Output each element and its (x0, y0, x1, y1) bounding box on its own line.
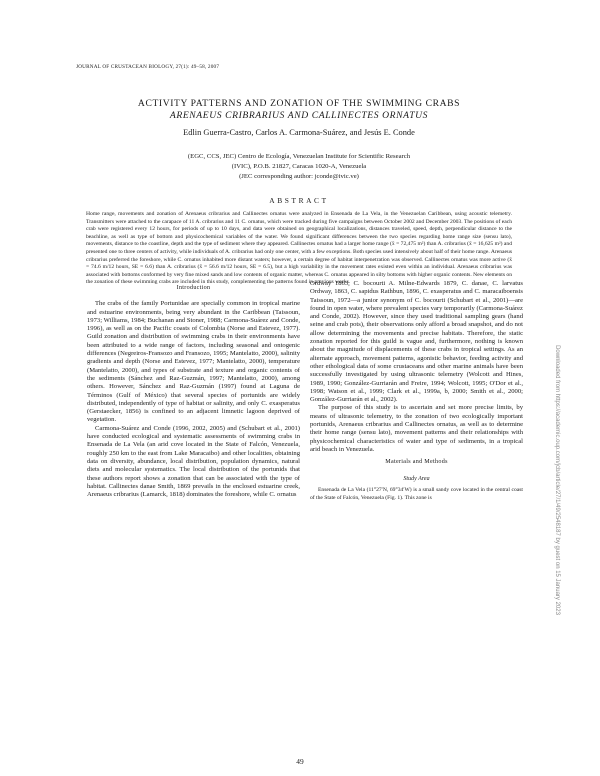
journal-citation: JOURNAL OF CRUSTACEAN BIOLOGY, 27(1): 49–58, 2007 (76, 64, 220, 70)
page-number: 49 (296, 757, 304, 766)
study-area-text: Ensenada de La Vela (11°27′N, 69°34′W) is a small sandy cove located in the central coast of the State of Falcón, Venezuela (Fig. 1). This zone is (310, 486, 523, 501)
intro-paragraph-continued: Ordway 1863, C. bocourti A. Milne-Edwards 1879, C. danae, C. larvatus Ordway, 1863, C. sapidus Rathbun, 1896, C. exasperatus and C. maracaiboensis Taissoun, 1972—a junior synonym of C. bocourti (Schubart et al., 2001)—are found in open water, where prevalent species vary temporarily (Carmona-Suárez and Conde, 2002). However, since they used traditional sampling gears (hand seine and crab pots), their observations only afford a broad snapshot, and do not allow determining the movements and precise habitats. Therefore, the static zonation reported for this guild is vague and, furthermore, nothing is known about the magnitude of displacements of these crabs in tropical settings. As an alternate approach, movement patterns, agonistic behavior, feeding activity and other ethological data of some crustaceans and other marine animals have been successfully investigated by using ultrasonic telemetry (Wolcott and Hines, 1989, 1990; González-Gurriarán and Freire, 1994; Wolcott, 1995; O'Dor et al., 1998; Watson et al., 1999; Clark et al., 1999a, b, 2000; Smith et al., 2000; González-Gurriarán et al., 2002). (310, 280, 523, 404)
affiliation-line-2: (IVIC), P.O.B. 21827, Caracas 1020-A, Venezuela (231, 163, 367, 170)
title-line-2: ARENAEUS CRIBRARIUS AND CALLINECTES ORNATUS (169, 109, 429, 121)
affiliation-block (76, 152, 522, 182)
affiliation-line-3: (JEC corresponding author: jconde@ivic.ve) (239, 173, 359, 180)
abstract-heading: ABSTRACT (269, 196, 329, 205)
right-column (310, 280, 523, 502)
study-area-heading: Study Area (403, 475, 430, 482)
download-watermark: Downloaded from https://academic.oup.com/jcb/article/27/1/49/2548187 by guest on 15 January 2023 (554, 345, 560, 615)
affiliation-line-1: (EGC, CCS, JEC) Centro de Ecología, Venezuelan Institute for Scientific Research (187, 153, 411, 160)
introduction-heading: Introduction (176, 285, 211, 291)
title-line-1: ACTIVITY PATTERNS AND ZONATION OF THE SWIMMING CRABS (137, 98, 461, 109)
article-title (76, 98, 522, 121)
intro-paragraph-1: The crabs of the family Portunidae are specially common in tropical marine and estuarine environments, being very abundant in the Caribbean (Taissoun, 1973; Williams, 1984; Buchanan and Stoner, 1988; Carmona-Suárez and Conde, 1996), as well as on the Pacific coasts of Colombia (Norse and Estevez, 1977). Guild zonation and distribution of swimming crabs in their environments have been attributed to a wide range of factors, including seasonal and ontogenic differences (Negreiros-Fransozo and Fransozo, 1995; Mantelatto, 2000), salinity gradients and depth (Norse and Estevez, 1977; Mantelatto, 2000), temperature (Mantelatto, 2000), and types of substrate and texture and organic contents of the sediments (Sánchez and Raz-Guzmán, 1997; Mantelatto, 2000), among others. However, Sánchez and Raz-Guzmán (1997) found at Laguna de Términos (Gulf of México) that several species of portunids are widely distributed, independently of type of habitat or salinity, and only C. exasperatus (Gerstaecker, 1856) is confined to an adjacent limnetic lagoon deprived of vegetation. (87, 300, 300, 424)
author-list: Edlin Guerra-Castro, Carlos A. Carmona-Suárez, and Jesús E. Conde (183, 128, 415, 137)
abstract-text: Home range, movements and zonation of Arenaeus cribrarius and Callinectes ornatus were analyzed in Ensenada de La Vela, in the Venezuelan Caribbean, using acoustic telemetry. Transmitters were attached to the carapace of 11 A. cribrarius and 11 C. ornatus, which were tracked during five campaigns between October 2002 and December 2003. The positions of each crab were registered every 12 hours, for periods of up to 10 days, and data were obtained on geographical localizations, distances traveled, speed, depth, perpendicular distance to the beachline, as well as type of bottom and physicochemical variables of the water. We found significant differences between the two species regarding home range size (sensu lato), movements, distance to the coastline, depth and the type of sediment where they appeared. Callinectes ornatus had a larger home range (x̄ = 72,475 m²) than A. cribrarius (x̄ = 16,625 m²) and presented one to three centers of activity, while individuals of A. cribrarius had only one center, with a few exceptions. Both species used intensively about half of their home range. Arenaeus cribrarius preferred the foreshore, while C. ornatus inhabited more distant waters; however, a certain degree of habitat interpenetration was observed. Callinectes ornatus was more active (x̄ = 74.6 m/12 hours, SE = 6.6) than A. cribrarius (x̄ = 56.6 m/12 hours, SE = 6.5), but a high variability in the movement rates existed even within an individual. Arenaeus cribrarius was associated with bottoms conformed by very fine mixed sands and low contents of organic matter, whereas C. ornatus appeared in silty bottoms with higher organic contents. New elements on the zonation of these swimming crabs are included in this study, complementing the patterns found in previous works. (86, 211, 512, 286)
left-column (87, 280, 300, 499)
methods-heading: Materials and Methods (385, 459, 448, 466)
purpose-paragraph: The purpose of this study is to ascertain and set more precise limits, by means of ultrasonic telemetry, to the zonation of two ecologically important portunids, Arenaeus cribrarius and Callinectes ornatus, as well as to determine their home range (sensu lato), movement patterns and their relationships with physicochemical characteristics of water and type of sediments, in a tropical arid beach in Venezuela. (310, 404, 523, 453)
intro-paragraph-2: Carmona-Suárez and Conde (1996, 2002, 2005) and (Schubart et al., 2001) have conducted ecological and systematic assessments of swimming crabs in Ensenada de La Vela (an arid cove located in the State of Falcón, Venezuela, roughly 250 km to the east from Lake Maracaibo) and other localities, obtaining data on diversity, abundance, local distribution, population dynamics, natural diets and molecular systematics. The local distribution of the portunids that these authors report shows a zonation that can be associated with the type of habitat. Callinectes danae Smith, 1869 prevails in the enclosed estuarine creek, Arenaeus cribrarius (Lamarck, 1818) dominates the foreshore, while C. ornatus (87, 424, 300, 499)
